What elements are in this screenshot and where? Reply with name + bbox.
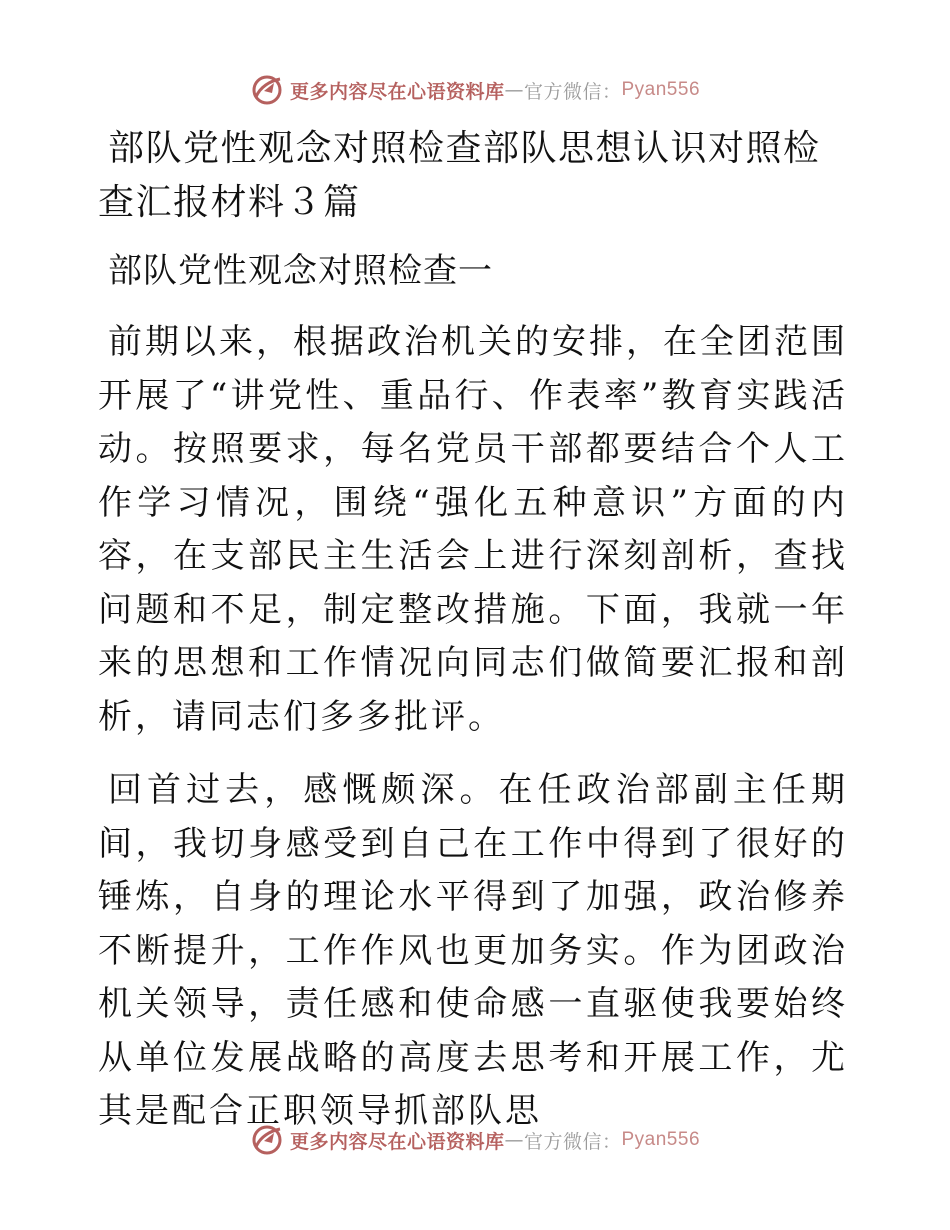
banner-separator: — <box>504 1129 524 1151</box>
banner-main-text: 更多内容尽在心语资料库 <box>289 1130 505 1153</box>
paragraph-2: 回首过去，感慨颇深。在任政治部副主任期间，我切身感受到自己在工作中得到了很好的锤炼，自身的理论水平得到了加强，政治修养不断提升，工作作风也更加务实。作为团政治机关领导，责任感和使命感一直驱使我要始终从单位发展战略的高度去思考和开展工作，尤其是配合正职领导抓部队思 <box>98 770 848 1131</box>
document-title: 部队党性观念对照检查部队思想认识对照检查汇报材料３篇 <box>98 128 821 223</box>
footer-banner <box>0 1120 950 1160</box>
banner-wechat-id: Pyan556 <box>621 1129 701 1150</box>
document-subtitle: 部队党性观念对照检查一 <box>108 251 493 291</box>
banner-wechat-id: Pyan556 <box>621 79 701 100</box>
document-body <box>98 122 848 1159</box>
pen-nib-swirl-icon <box>250 1123 284 1157</box>
banner-wechat-label: 官方微信： <box>523 1130 622 1153</box>
banner-wechat-label: 官方微信： <box>523 80 622 103</box>
header-banner <box>0 70 950 110</box>
pen-nib-swirl-icon <box>250 73 284 107</box>
banner-separator: — <box>504 79 524 101</box>
paragraph-1: 前期以来，根据政治机关的安排，在全团范围开展了“讲党性、重品行、作表率”教育实践活动。按照要求，每名党员干部都要结合个人工作学习情况，围绕“强化五种意识”方面的内容，在支部民主生活会上进行深刻剖析，查找问题和不足，制定整改措施。下面，我就一年来的思想和工作情况向同志们做简要汇报和剖析，请同志们多多批评。 <box>98 322 848 737</box>
banner-main-text: 更多内容尽在心语资料库 <box>289 80 505 103</box>
